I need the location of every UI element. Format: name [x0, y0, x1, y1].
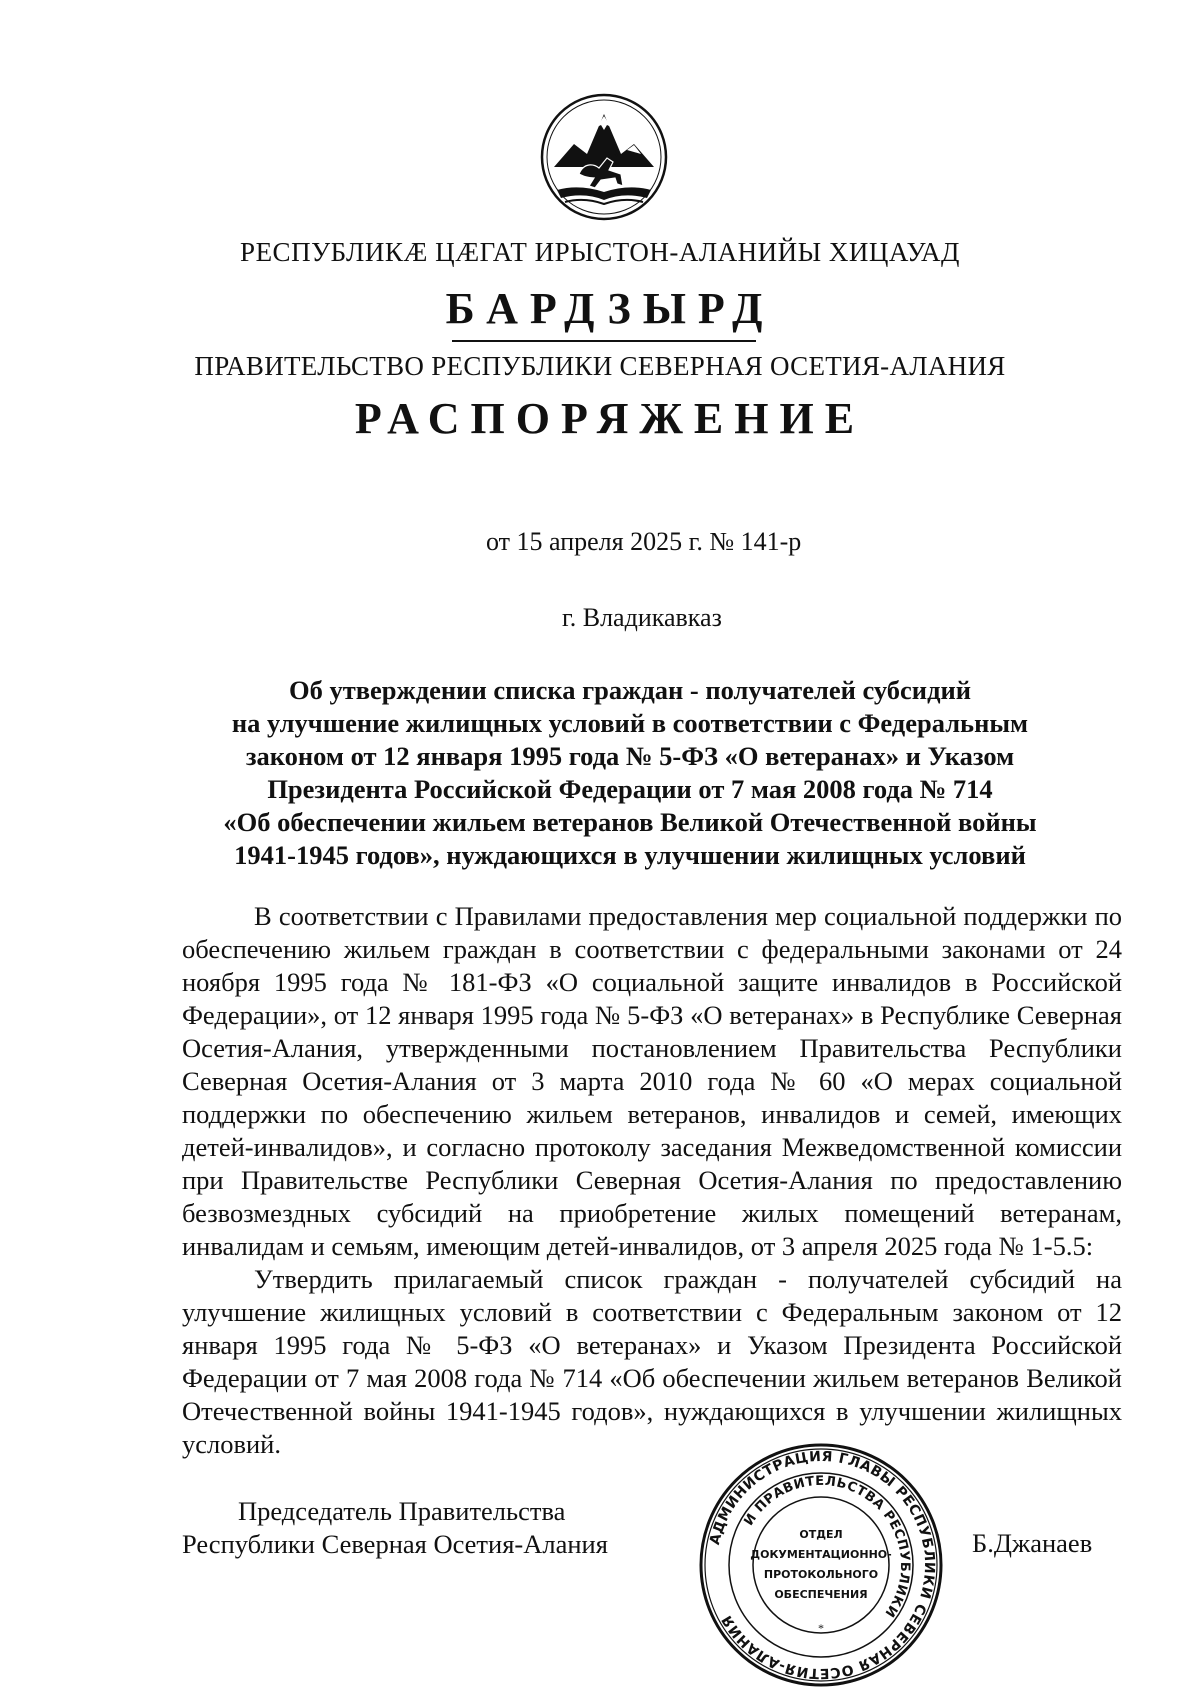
title-line: «Об обеспечении жильем ветеранов Великой Отечественной войны: [223, 807, 1037, 837]
city: г. Владикавказ: [562, 603, 722, 632]
stamp-outer-text: АДМИНИСТРАЦИЯ ГЛАВЫ РЕСПУБЛИКИ СЕВЕРНАЯ ОСЕТИЯ-АЛАНИЯ: [707, 1448, 938, 1682]
stamp-center-line: ДОКУМЕНТАЦИОННО-: [750, 1548, 892, 1561]
title-line: законом от 12 января 1995 года № 5-ФЗ «О ветеранах» и Указом: [245, 741, 1015, 771]
stamp-center-line: ОТДЕЛ: [799, 1528, 843, 1541]
signatory-position: [182, 1495, 608, 1561]
stamp-center-line: ПРОТОКОЛЬНОГО: [763, 1568, 879, 1581]
title-line: на улучшение жилищных условий в соответствии с Федеральным: [231, 708, 1029, 738]
date-and-number: от 15 апреля 2025 г. № 141-р: [486, 527, 802, 556]
title-line: Президента Российской Федерации от 7 мая 2008 года № 714: [267, 774, 993, 804]
title-line: Об утверждении списка граждан - получателей субсидий: [288, 675, 972, 705]
coat-of-arms-emblem: [539, 92, 669, 222]
russian-doc-type: РАСПОРЯЖЕНИЕ: [354, 394, 866, 443]
russian-org-name: ПРАВИТЕЛЬСТВО РЕСПУБЛИКИ СЕВЕРНАЯ ОСЕТИЯ-АЛАНИЯ: [194, 351, 1006, 381]
ossetian-org-name: РЕСПУБЛИКÆ ЦÆГАТ ИРЫСТОН-АЛАНИЙЫ ХИЦАУАД: [240, 237, 960, 267]
official-stamp: [696, 1440, 946, 1690]
document-title: [160, 674, 1100, 872]
title-line: 1941-1945 годов», нуждающихся в улучшении жилищных условий: [234, 840, 1026, 870]
body-paragraph: Утвердить прилагаемый список граждан - получателей субсидий на улучшение жилищных условий в соответствии с Федеральным законом от 12 января 1995 года № 5-ФЗ «О ветеранах» и Указом Президента Российской Федерации от 7 мая 2008 года № 714 «Об обеспечении жильем ветеранов Великой Отечественной войны 1941-1945 годов», нуждающихся в улучшении жилищных условий.: [182, 1264, 1122, 1459]
ossetian-doc-type: БАРДЗЫРД: [445, 284, 775, 333]
stamp-center-line: ОБЕСПЕЧЕНИЯ: [774, 1588, 868, 1601]
position-line: Председатель Правительства: [238, 1496, 566, 1526]
document-body: [182, 900, 1122, 1461]
signatory-name: Б.Джанаев: [972, 1528, 1093, 1558]
header-divider: [452, 340, 756, 342]
svg-text:*: *: [818, 1621, 824, 1635]
stamp-inner-text: И ПРАВИТЕЛЬСТВА РЕСПУБЛИКИ: [741, 1473, 913, 1621]
body-paragraph: В соответствии с Правилами предоставления мер социальной поддержки по обеспечению жильем граждан в соответствии с федеральными законами от 24 ноября 1995 года № 181-ФЗ «О социальной защите инвалидов в Российской Федерации», от 12 января 1995 года № 5-ФЗ «О ветеранах» в Республике Северная Осетия-Алания, утвержденными постановлением Правительства Республики Северная Осетия-Алания от 3 марта 2010 года № 60 «О мерах социальной поддержки по обеспечению жильем ветеранов, инвалидов и семей, имеющих детей-инвалидов», и согласно протоколу заседания Межведомственной комиссии при Правительстве Республики Северная Осетия-Алания по предоставлению безвозмездных субсидий на приобретение жилых помещений ветеранам, инвалидам и семьям, имеющим детей-инвалидов, от 3 апреля 2025 года № 1-5.5:: [182, 901, 1122, 1261]
position-line: Республики Северная Осетия-Алания: [182, 1529, 608, 1559]
